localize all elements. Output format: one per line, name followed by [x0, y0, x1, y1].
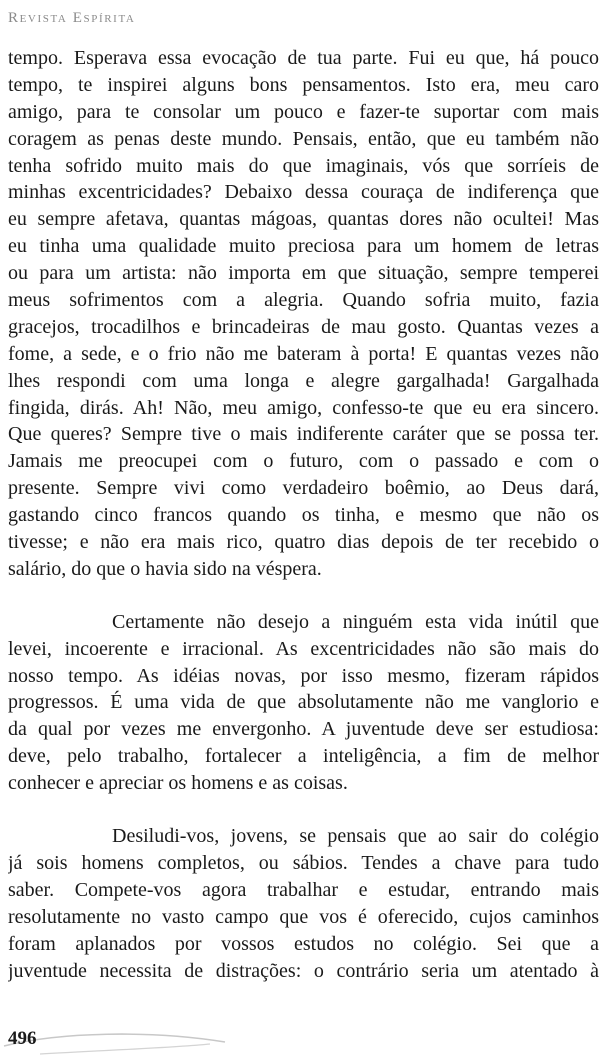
body-text [8, 45, 599, 984]
text-line: Certamente não desejo a ninguém esta vida inútil que [112, 610, 599, 633]
text-line: eu tinha uma qualidade muito preciosa para um homem de letras [8, 235, 599, 258]
text-line: gastando cinco francos quando os tinha, e mesmo que não os [8, 504, 599, 527]
text-line: ou para um artista: não importa em que situação, sempre temperei [8, 262, 599, 285]
text-line: gracejos, trocadilhos e brincadeiras de mau gosto. Quantas vezes a [8, 315, 599, 338]
text-line: tenha sofrido muito mais do que imaginais, vós que sorríeis de [8, 154, 599, 177]
paragraph-gap [8, 583, 599, 609]
text-line: eu sempre afetava, quantas mágoas, quantas dores não ocultei! Mas [8, 208, 599, 231]
text-line: deve, pelo trabalho, fortalecer a inteligência, a fim de melhor [8, 745, 599, 768]
text-line: fome, a sede, e o frio não me bateram à porta! E quantas vezes não [8, 342, 599, 365]
page-number: 496 [8, 1028, 37, 1049]
text-line: tivesse; e não era mais rico, quatro dias depois de ter recebido o [8, 531, 599, 554]
text-line: conhecer e apreciar os homens e as coisas. [8, 772, 348, 795]
text-line: tempo. Esperava essa evocação de tua parte. Fui eu que, há pouco [8, 47, 599, 69]
text-line: lhes respondi com uma longa e alegre gargalhada! Gargalhada [8, 369, 599, 392]
text-line: nosso tempo. As idéias novas, por isso mesmo, fizeram rápidos [8, 664, 599, 687]
text-line: saber. Compete-vos agora trabalhar e estudar, entrando mais [8, 878, 599, 901]
text-line: foram aplanados por vossos estudos no colégio. Sei que a [8, 932, 599, 955]
text-line: coragem as penas deste mundo. Pensais, então, que eu também não [8, 127, 599, 150]
text-line: meus sofrimentos com a alegria. Quando sofria muito, fazia [8, 289, 599, 312]
text-line: fingida, dirás. Ah! Não, meu amigo, confesso-te que eu era sincero. [8, 396, 599, 419]
text-line: amigo, para te consolar um pouco e fazer-te suportar com mais [8, 100, 599, 123]
paragraph-gap [8, 797, 599, 823]
text-line: da qual por vezes me envergonho. A juventude deve ser estudiosa: [8, 718, 599, 741]
text-line: tempo, te inspirei alguns bons pensamentos. Isto era, meu caro [8, 73, 599, 96]
text-line: Que queres? Sempre tive o mais indiferente caráter que se possa ter. [8, 423, 599, 446]
running-header: Revista Espírita [8, 10, 136, 26]
text-line: Desiludi-vos, jovens, se pensais que ao sair do colégio [112, 825, 599, 848]
text-line: Jamais me preocupei com o futuro, com o passado e com o [8, 450, 599, 473]
text-line: levei, incoerente e irracional. As excentricidades não são mais do [8, 637, 599, 660]
text-line: minhas excentricidades? Debaixo dessa couraça de indiferença que [8, 181, 599, 204]
text-line: juventude necessita de distrações: o contrário seria um atentado à [8, 959, 599, 982]
text-line: resolutamente no vasto campo que vos é oferecido, cujos caminhos [8, 905, 599, 928]
text-line: presente. Sempre vivi como verdadeiro boêmio, ao Deus dará, [8, 477, 599, 500]
text-line: progressos. É uma vida de que absolutamente não me vanglorio e [8, 691, 599, 714]
text-line: já sois homens completos, ou sábios. Tendes a chave para tudo [8, 851, 599, 874]
text-line: salário, do que o havia sido na véspera. [8, 557, 322, 580]
